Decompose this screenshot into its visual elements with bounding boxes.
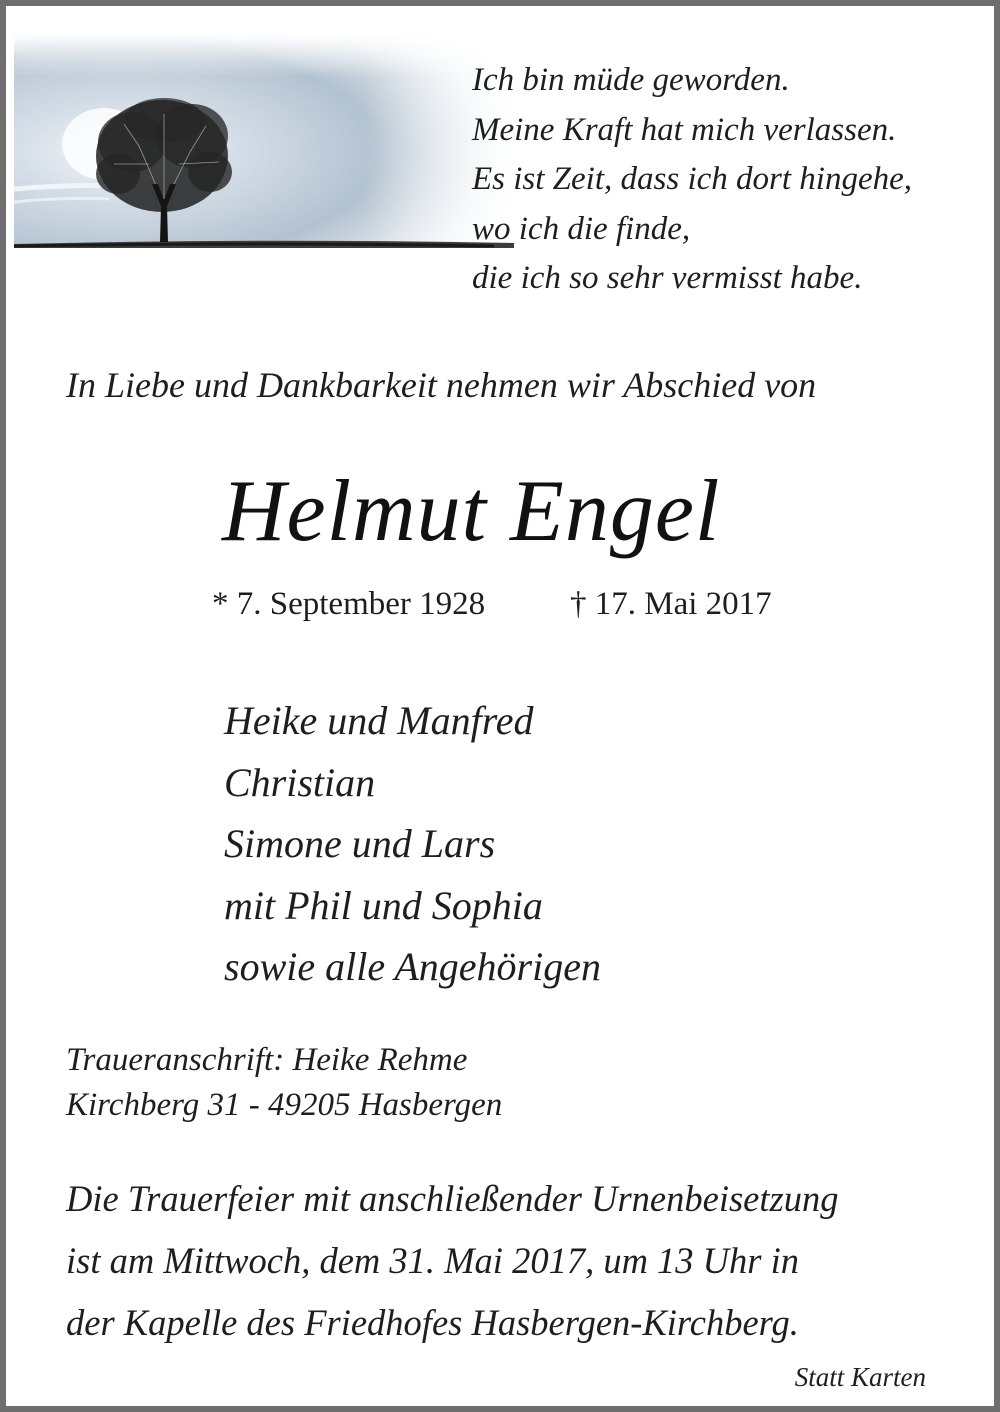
ceremony-line: ist am Mittwoch, dem 31. Mai 2017, um 13 Uhr in bbox=[66, 1240, 800, 1281]
family-list bbox=[224, 690, 601, 998]
ceremony-line: der Kapelle des Friedhofes Hasbergen-Kirchberg. bbox=[66, 1302, 799, 1343]
family-line: Heike und Manfred bbox=[224, 698, 534, 743]
family-line: mit Phil und Sophia bbox=[224, 882, 543, 928]
address-line: Kirchberg 31 - 49205 Hasbergen bbox=[66, 1087, 503, 1123]
address-line: Traueranschrift: Heike Rehme bbox=[66, 1042, 468, 1078]
family-line: Christian bbox=[224, 759, 376, 805]
statt-karten-note: Statt Karten bbox=[794, 1362, 926, 1392]
mourning-address bbox=[66, 1038, 502, 1128]
life-dates bbox=[212, 586, 772, 623]
poem-line: wo ich die finde, bbox=[472, 210, 691, 247]
poem-line: Ich bin müde geworden. bbox=[472, 62, 790, 98]
family-line: sowie alle Angehörigen bbox=[224, 944, 601, 989]
ceremony-line: Die Trauerfeier mit anschließender Urnenbeisetzung bbox=[66, 1178, 839, 1219]
ceremony-info bbox=[66, 1168, 966, 1354]
poem-line: Meine Kraft hat mich verlassen. bbox=[472, 111, 897, 148]
birth-date: * 7. September 1928 bbox=[212, 586, 486, 622]
poem bbox=[472, 56, 992, 304]
deceased-name: Helmut Engel bbox=[222, 463, 721, 560]
tree-landscape-icon bbox=[14, 34, 514, 256]
family-line: Simone und Lars bbox=[224, 821, 496, 866]
death-date: † 17. Mai 2017 bbox=[570, 586, 772, 622]
poem-line: die ich so sehr vermisst habe. bbox=[472, 260, 863, 296]
intro-text: In Liebe und Dankbarkeit nehmen wir Abschied von bbox=[66, 365, 817, 405]
poem-line: Es ist Zeit, dass ich dort hingehe, bbox=[472, 161, 912, 197]
